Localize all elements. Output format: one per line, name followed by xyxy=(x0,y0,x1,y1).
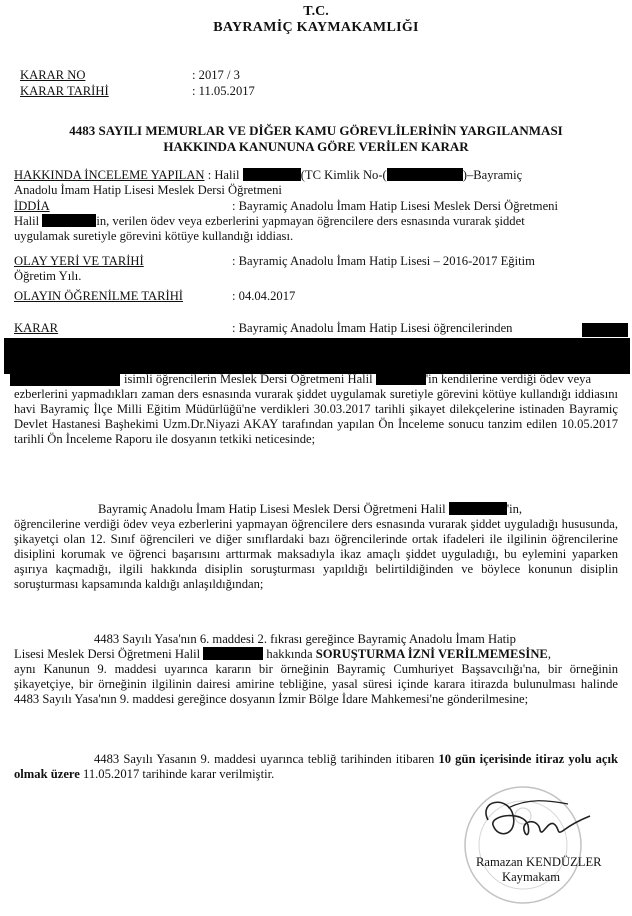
iddia-line2 xyxy=(14,214,618,229)
redaction-students xyxy=(4,338,630,374)
para3-comma: , xyxy=(547,647,551,661)
para3-text-b: hakkında xyxy=(266,647,313,661)
header-tc: T.C. xyxy=(303,4,329,19)
redaction-surname xyxy=(243,168,301,181)
iddia-row xyxy=(14,199,618,214)
signatory-name: Ramazan KENDÜZLER xyxy=(476,855,602,869)
karar-no-row xyxy=(20,68,240,83)
karar-label: KARAR xyxy=(14,321,59,335)
iddia-label: İDDİA xyxy=(14,199,50,213)
para1-line1 xyxy=(124,372,620,387)
para3-rest: aynı Kanunun 9. maddesi uyarınca kararın bir örneğinin Bayramiç Cumhuriyet Başsavcılığı'na, bir örneğinin şikayetçiye, bir örneğinin ilgilinin dairesi amirine tebliğine, yasal süresi içinde karara itirazda bulunulması halinde 4483 Sayılı Yasa'nın 9. maddesi gereğince dosyanın İzmir Bölge İdare Mahkemesi'ne gönderilmesine; xyxy=(14,662,618,706)
para2-text-a: Bayramiç Anadolu İmam Hatip Lisesi Meslek Dersi Öğretmeni Halil xyxy=(98,502,446,516)
document-title-line2: HAKKINDA KANUNUNA GÖRE VERİLEN KARAR xyxy=(163,139,469,154)
para1-rest: ezberlerini yapmadıkları zaman ders esnasında vurarak şiddet uygulamak suretiyle görevini kötüye kullandığı iddiasını havi Bayramiç İlçe Milli Eğitim Müdürlüğü'ne verdikleri 30.03.2017 tarihli şikayet dilekçelerine istinaden Bayramiç Devlet Hastanesi Başhekimi Uzm.Dr.Niyazi AKAY tarafından yapılan Ön İnceleme sonucu tanzim edilen 10.05.2017 tarihli Ön İnceleme Raporu ile dosyanın tetkiki neticesinde; xyxy=(14,387,618,446)
para2-text-b: 'in, xyxy=(506,502,523,516)
hakkinda-tc: (TC Kimlik No-( xyxy=(300,168,387,182)
karar-value: : Bayramiç Anadolu İmam Hatip Lisesi öğrencilerinden xyxy=(232,321,513,335)
karar-tarihi-value: : 11.05.2017 xyxy=(192,84,255,98)
signature-icon xyxy=(468,790,608,850)
redaction-surname-4 xyxy=(449,502,507,515)
karar-tarihi-label: KARAR TARİHİ xyxy=(20,84,109,98)
redaction-surname-2 xyxy=(42,214,96,227)
ogrenilme-label: OLAYIN ÖĞRENİLME TARİHİ xyxy=(14,289,183,303)
para2-rest: öğrencilerine verdiği ödev veya ezberlerini yapmayan öğrencilere ders esnasında vurarak şiddet uyguladığı hususunda, şikayetçi olan 12. Sınıf öğrencileri ve diğer sınıflardaki bazı öğrencilerinde ortak ifadeleri ile ilgilinin öğrencilerine disiplini korumak ve öğrenci başarısını arttırmak maksadıyla ikaz amaçlı şiddet uyguladığı, bu eylemini yaparken aşırıya kaçmadığı, ilgili hakkında disiplin soruşturması yapıldığı belirtildiğinden ve böylece konunun disiplin soruşturması kapsamında kaldığı anlaşıldığından; xyxy=(14,517,618,591)
iddia-value: : Bayramiç Anadolu İmam Hatip Lisesi Meslek Dersi Öğretmeni xyxy=(232,199,558,213)
redaction-block-1 xyxy=(582,323,628,337)
para2-line1 xyxy=(98,502,618,517)
redaction-surname-3 xyxy=(376,372,426,385)
para1-text-a: isimli öğrencilerin Meslek Dersi Öğretmeni Halil xyxy=(124,372,373,386)
olay-line2: Öğretim Yılı. xyxy=(14,269,82,283)
iddia-text: in, verilen ödev veya ezberlerini yapmayan öğrencilere ders esnasında vurarak şiddet xyxy=(96,214,525,228)
hakkinda-school: )–Bayramiç xyxy=(462,168,523,182)
iddia-name: Halil xyxy=(14,214,40,228)
karar-tarihi-row xyxy=(20,84,255,99)
header-kaymakamlik: BAYRAMİÇ KAYMAKAMLIĞI xyxy=(213,20,419,35)
redaction-block-2 xyxy=(10,374,120,386)
redaction-tc-number xyxy=(387,168,463,181)
ogrenilme-row xyxy=(14,289,295,304)
olay-label: OLAY YERİ VE TARİHİ xyxy=(14,254,144,268)
para4-bold: 10 gün içerisinde itiraz yolu açık olmak üzere xyxy=(14,752,618,781)
para4-text-b: 11.05.2017 tarihinde karar verilmiştir. xyxy=(83,767,275,781)
olay-row xyxy=(14,254,618,269)
signatory-title: Kaymakam xyxy=(502,870,561,884)
ogrenilme-value: : 04.04.2017 xyxy=(232,289,296,303)
iddia-line3: uygulamak suretiyle görevini kötüye kullandığı iddiası. xyxy=(14,229,294,243)
para1-text-b: 'in kendilerine verdiği ödev veya xyxy=(425,372,592,386)
karar-no-label: KARAR NO xyxy=(20,68,86,82)
document-title-line1: 4483 SAYILI MEMURLAR VE DİĞER KAMU GÖREVLİLERİNİN YARGILANMASI xyxy=(69,123,563,138)
karar-row xyxy=(14,321,618,336)
para3-line2 xyxy=(14,647,624,662)
para3-line1: 4483 Sayılı Yasa'nın 6. maddesi 2. fıkrası gereğince Bayramiç Anadolu İmam Hatip xyxy=(94,632,516,646)
hakkinda-label: HAKKINDA İNCELEME YAPILAN xyxy=(14,168,205,182)
karar-no-value: : 2017 / 3 xyxy=(192,68,240,82)
para4 xyxy=(14,752,618,782)
olay-value: : Bayramiç Anadolu İmam Hatip Lisesi – 2016-2017 Eğitim xyxy=(232,254,535,268)
hakkinda-row xyxy=(14,168,618,183)
redaction-surname-5 xyxy=(203,647,263,660)
para4-text-a: 4483 Sayılı Yasanın 9. maddesi uyarınca tebliğ tarihinden itibaren xyxy=(94,752,435,766)
para3-decision: SORUŞTURMA İZNİ VERİLMEMESİNE xyxy=(315,647,548,661)
hakkinda-line2: Anadolu İmam Hatip Lisesi Meslek Dersi Öğretmeni xyxy=(14,183,282,197)
para3-text-a: Lisesi Meslek Dersi Öğretmeni Halil xyxy=(14,647,201,661)
hakkinda-colon-name: : Halil xyxy=(207,168,240,182)
